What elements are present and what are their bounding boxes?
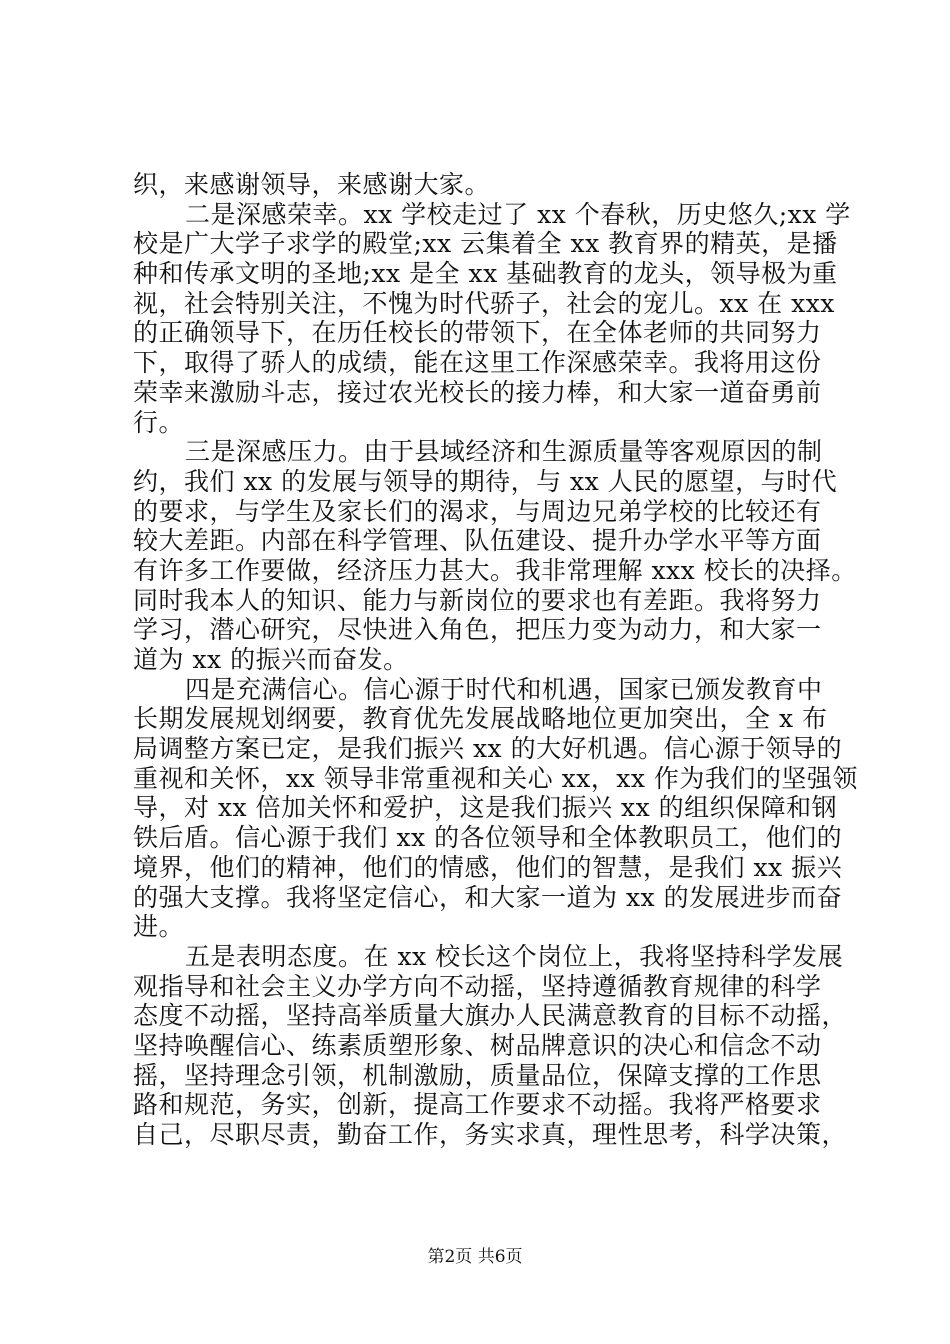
text-line: 下，取得了骄人的成绩，能在这里工作深感荣幸。我将用这份 xyxy=(133,348,822,378)
text-line: 视，社会特别关注，不愧为时代骄子，社会的宠儿。xx 在 xxx xyxy=(133,288,835,318)
text-line: 学习，潜心研究，尽快进入角色，把压力变为动力，和大家一 xyxy=(133,615,822,645)
text-line: 重视和关怀，xx 领导非常重视和关心 xx，xx 作为我们的坚强领 xyxy=(133,763,858,793)
text-line: 的强大支撑。我将坚定信心，和大家一道为 xx 的发展进步而奋 xyxy=(133,882,843,912)
text-line: 的要求，与学生及家长们的渴求，与周边兄弟学校的比较还有 xyxy=(133,496,822,526)
text-line: 有许多工作要做，经济压力甚大。我非常理解 xxx 校长的决择。 xyxy=(133,555,857,585)
text-line: 较大差距。内部在科学管理、队伍建设、提升办学水平等方面 xyxy=(133,526,822,556)
text-line: 路和规范，务实，创新，提高工作要求不动摇。我将严格要求 xyxy=(133,1090,822,1120)
text-line: 导，对 xx 倍加关怀和爱护，这是我们振兴 xx 的组织保障和钢 xyxy=(133,793,838,823)
body-text xyxy=(133,170,858,1150)
text-line: 坚持唤醒信心、练素质塑形象、树品牌意识的决心和信念不动 xyxy=(133,1030,822,1060)
text-line: 种和传承文明的圣地;xx 是全 xx 基础教育的龙头，领导极为重 xyxy=(133,259,838,289)
text-line: 局调整方案已定，是我们振兴 xx 的大好机遇。信心源于领导的 xyxy=(133,734,843,764)
page-footer: 第2页 共6页 xyxy=(427,1247,523,1267)
text-line: 自己，尽职尽责，勤奋工作，务实求真，理性思考，科学决策， xyxy=(133,1120,848,1149)
text-line: 长期发展规划纲要，教育优先发展战略地位更加突出，全 x 布 xyxy=(133,704,828,734)
text-line: 约，我们 xx 的发展与领导的期待，与 xx 人民的愿望，与时代 xyxy=(133,466,838,496)
text-line: 观指导和社会主义办学方向不动摇，坚持遵循教育规律的科学 xyxy=(133,971,822,1001)
text-line: 行。 xyxy=(133,407,185,437)
text-line: 荣幸来激励斗志，接过农光校长的接力棒，和大家一道奋勇前 xyxy=(133,377,822,407)
text-line: 铁后盾。信心源于我们 xx 的各位领导和全体教职员工，他们的 xyxy=(133,823,843,853)
text-line: 五是表明态度。在 xx 校长这个岗位上，我将坚持科学发展 xyxy=(185,941,844,971)
text-line: 织，来感谢领导，来感谢大家。 xyxy=(133,170,491,199)
text-line: 道为 xx 的振兴而奋发。 xyxy=(133,645,409,674)
text-line: 四是充满信心。信心源于时代和机遇，国家已颁发教育中 xyxy=(185,674,823,704)
text-line: 摇，坚持理念引领，机制激励，质量品位，保障支撑的工作思 xyxy=(133,1060,822,1090)
text-line: 三是深感压力。由于县域经济和生源质量等客观原因的制 xyxy=(185,437,823,467)
text-line: 态度不动摇，坚持高举质量大旗办人民满意教育的目标不动摇， xyxy=(133,1001,848,1031)
text-line: 二是深感荣幸。xx 学校走过了 xx 个春秋，历史悠久;xx 学 xyxy=(185,199,851,229)
text-line: 境界，他们的精神，他们的情感，他们的智慧，是我们 xx 振兴 xyxy=(133,852,843,882)
text-line: 的正确领导下，在历任校长的带领下，在全体老师的共同努力 xyxy=(133,318,822,348)
text-line: 进。 xyxy=(133,912,185,942)
text-line: 同时我本人的知识、能力与新岗位的要求也有差距。我将努力 xyxy=(133,585,822,615)
text-line: 校是广大学子求学的殿堂;xx 云集着全 xx 教育界的精英，是播 xyxy=(133,229,838,259)
